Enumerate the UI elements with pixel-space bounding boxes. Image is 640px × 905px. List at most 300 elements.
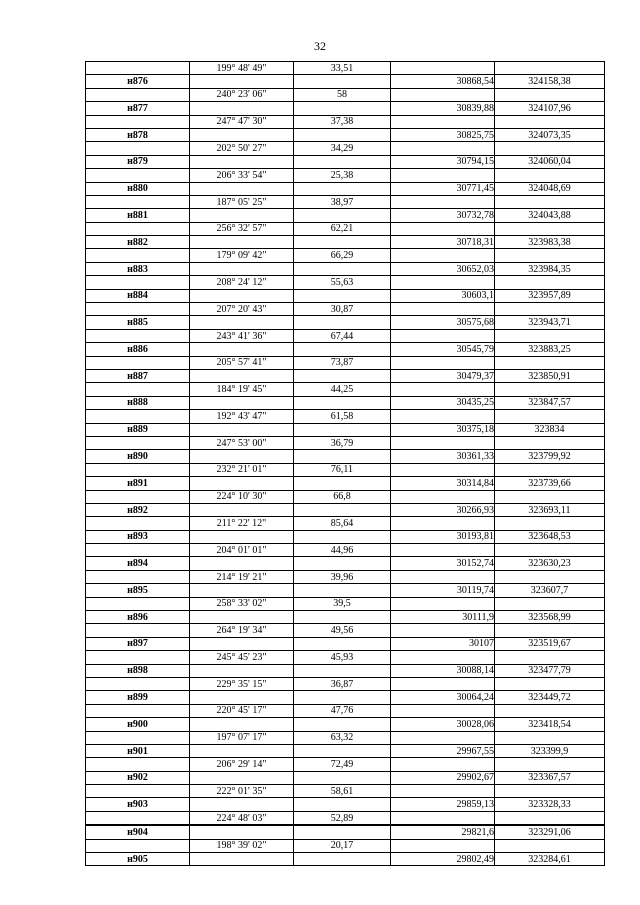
angle-cell: 179° 09' 42" bbox=[190, 249, 294, 262]
table-row-point bbox=[86, 798, 605, 811]
x-coordinate-cell: 30771,45 bbox=[391, 182, 495, 195]
distance-cell: 39,5 bbox=[294, 597, 391, 610]
coordinates-table bbox=[85, 61, 605, 866]
page-number: 32 bbox=[314, 39, 326, 53]
point-cell bbox=[86, 544, 190, 557]
distance-cell bbox=[294, 128, 391, 141]
x-coordinate-cell: 30028,06 bbox=[391, 718, 495, 731]
distance-cell: 67,44 bbox=[294, 329, 391, 342]
table-row-point bbox=[86, 691, 605, 704]
point-cell: н882 bbox=[86, 236, 190, 249]
x-coordinate-cell: 30868,54 bbox=[391, 75, 495, 88]
y-coordinate-cell bbox=[495, 142, 605, 155]
angle-cell bbox=[190, 718, 294, 731]
distance-cell bbox=[294, 771, 391, 784]
y-coordinate-cell: 323399,9 bbox=[495, 744, 605, 757]
point-cell: н893 bbox=[86, 530, 190, 543]
distance-cell: 66,8 bbox=[294, 490, 391, 503]
angle-cell bbox=[190, 503, 294, 516]
table-row-segment bbox=[86, 731, 605, 744]
table-row-point bbox=[86, 316, 605, 329]
x-coordinate-cell bbox=[391, 356, 495, 369]
point-cell bbox=[86, 463, 190, 476]
point-cell: н886 bbox=[86, 343, 190, 356]
point-cell bbox=[86, 115, 190, 128]
x-coordinate-cell: 29967,55 bbox=[391, 744, 495, 757]
distance-cell bbox=[294, 691, 391, 704]
angle-cell: 256° 32' 57" bbox=[190, 222, 294, 235]
point-cell bbox=[86, 383, 190, 396]
point-cell bbox=[86, 731, 190, 744]
x-coordinate-cell bbox=[391, 276, 495, 289]
distance-cell: 52,89 bbox=[294, 811, 391, 825]
distance-cell: 55,63 bbox=[294, 276, 391, 289]
angle-cell: 192° 43' 47" bbox=[190, 410, 294, 423]
distance-cell bbox=[294, 316, 391, 329]
y-coordinate-cell bbox=[495, 329, 605, 342]
table-row-point bbox=[86, 423, 605, 436]
table-row-point bbox=[86, 236, 605, 249]
y-coordinate-cell: 323568,99 bbox=[495, 611, 605, 624]
distance-cell: 62,21 bbox=[294, 222, 391, 235]
y-coordinate-cell: 323607,7 bbox=[495, 584, 605, 597]
x-coordinate-cell bbox=[391, 249, 495, 262]
y-coordinate-cell bbox=[495, 115, 605, 128]
angle-cell bbox=[190, 182, 294, 195]
x-coordinate-cell bbox=[391, 142, 495, 155]
coordinates-table-body bbox=[86, 62, 605, 866]
y-coordinate-cell bbox=[495, 758, 605, 771]
point-cell bbox=[86, 436, 190, 449]
x-coordinate-cell: 30575,68 bbox=[391, 316, 495, 329]
table-row-segment bbox=[86, 329, 605, 342]
distance-cell bbox=[294, 343, 391, 356]
distance-cell bbox=[294, 664, 391, 677]
angle-cell: 206° 33' 54" bbox=[190, 169, 294, 182]
x-coordinate-cell bbox=[391, 463, 495, 476]
x-coordinate-cell: 30361,33 bbox=[391, 450, 495, 463]
x-coordinate-cell: 29802,49 bbox=[391, 853, 495, 866]
y-coordinate-cell bbox=[495, 195, 605, 208]
distance-cell bbox=[294, 182, 391, 195]
y-coordinate-cell bbox=[495, 222, 605, 235]
angle-cell bbox=[190, 369, 294, 382]
point-cell: н903 bbox=[86, 798, 190, 811]
distance-cell bbox=[294, 396, 391, 409]
distance-cell bbox=[294, 825, 391, 839]
y-coordinate-cell bbox=[495, 677, 605, 690]
point-cell bbox=[86, 222, 190, 235]
x-coordinate-cell: 29902,67 bbox=[391, 771, 495, 784]
y-coordinate-cell: 323477,79 bbox=[495, 664, 605, 677]
table-row-point bbox=[86, 102, 605, 115]
point-cell: н885 bbox=[86, 316, 190, 329]
distance-cell bbox=[294, 289, 391, 302]
y-coordinate-cell bbox=[495, 383, 605, 396]
angle-cell: 214° 19' 21" bbox=[190, 570, 294, 583]
distance-cell: 85,64 bbox=[294, 517, 391, 530]
angle-cell: 232° 21' 01" bbox=[190, 463, 294, 476]
distance-cell: 36,87 bbox=[294, 677, 391, 690]
table-row-point bbox=[86, 637, 605, 650]
y-coordinate-cell: 324043,88 bbox=[495, 209, 605, 222]
angle-cell: 224° 48' 03" bbox=[190, 811, 294, 825]
table-row-segment bbox=[86, 142, 605, 155]
y-coordinate-cell: 323630,23 bbox=[495, 557, 605, 570]
distance-cell bbox=[294, 236, 391, 249]
distance-cell bbox=[294, 744, 391, 757]
x-coordinate-cell bbox=[391, 436, 495, 449]
x-coordinate-cell: 30652,03 bbox=[391, 262, 495, 275]
distance-cell bbox=[294, 262, 391, 275]
x-coordinate-cell bbox=[391, 115, 495, 128]
y-coordinate-cell bbox=[495, 624, 605, 637]
x-coordinate-cell bbox=[391, 785, 495, 798]
x-coordinate-cell bbox=[391, 839, 495, 852]
distance-cell: 63,32 bbox=[294, 731, 391, 744]
angle-cell: 204° 01' 01" bbox=[190, 544, 294, 557]
distance-cell: 73,87 bbox=[294, 356, 391, 369]
y-coordinate-cell: 323957,89 bbox=[495, 289, 605, 302]
angle-cell: 240° 23' 06" bbox=[190, 88, 294, 101]
table-row-point bbox=[86, 155, 605, 168]
x-coordinate-cell: 30314,84 bbox=[391, 477, 495, 490]
angle-cell: 229° 35' 15" bbox=[190, 677, 294, 690]
table-row-point bbox=[86, 262, 605, 275]
y-coordinate-cell: 324107,96 bbox=[495, 102, 605, 115]
angle-cell: 222° 01' 35" bbox=[190, 785, 294, 798]
point-cell: н884 bbox=[86, 289, 190, 302]
angle-cell bbox=[190, 289, 294, 302]
point-cell: н892 bbox=[86, 503, 190, 516]
x-coordinate-cell bbox=[391, 731, 495, 744]
x-coordinate-cell bbox=[391, 88, 495, 101]
x-coordinate-cell bbox=[391, 329, 495, 342]
x-coordinate-cell: 30111,9 bbox=[391, 611, 495, 624]
y-coordinate-cell: 323418,54 bbox=[495, 718, 605, 731]
y-coordinate-cell bbox=[495, 276, 605, 289]
distance-cell: 58 bbox=[294, 88, 391, 101]
distance-cell bbox=[294, 530, 391, 543]
table-row-segment bbox=[86, 383, 605, 396]
distance-cell bbox=[294, 369, 391, 382]
point-cell: н877 bbox=[86, 102, 190, 115]
x-coordinate-cell: 30107 bbox=[391, 637, 495, 650]
y-coordinate-cell bbox=[495, 785, 605, 798]
distance-cell: 36,79 bbox=[294, 436, 391, 449]
angle-cell bbox=[190, 396, 294, 409]
point-cell: н878 bbox=[86, 128, 190, 141]
point-cell bbox=[86, 490, 190, 503]
point-cell bbox=[86, 624, 190, 637]
table-row-segment bbox=[86, 356, 605, 369]
x-coordinate-cell: 30718,31 bbox=[391, 236, 495, 249]
x-coordinate-cell bbox=[391, 195, 495, 208]
x-coordinate-cell bbox=[391, 570, 495, 583]
y-coordinate-cell bbox=[495, 704, 605, 717]
distance-cell: 44,96 bbox=[294, 544, 391, 557]
distance-cell: 33,51 bbox=[294, 62, 391, 75]
point-cell: н883 bbox=[86, 262, 190, 275]
distance-cell bbox=[294, 853, 391, 866]
point-cell bbox=[86, 276, 190, 289]
angle-cell: 247° 53' 00" bbox=[190, 436, 294, 449]
point-cell: н889 bbox=[86, 423, 190, 436]
y-coordinate-cell bbox=[495, 517, 605, 530]
point-cell bbox=[86, 785, 190, 798]
table-row-segment bbox=[86, 195, 605, 208]
point-cell: н894 bbox=[86, 557, 190, 570]
point-cell: н879 bbox=[86, 155, 190, 168]
x-coordinate-cell: 30435,25 bbox=[391, 396, 495, 409]
distance-cell bbox=[294, 557, 391, 570]
point-cell: н905 bbox=[86, 853, 190, 866]
angle-cell bbox=[190, 209, 294, 222]
table-row-point bbox=[86, 128, 605, 141]
y-coordinate-cell bbox=[495, 356, 605, 369]
x-coordinate-cell bbox=[391, 624, 495, 637]
y-coordinate-cell bbox=[495, 303, 605, 316]
angle-cell bbox=[190, 477, 294, 490]
point-cell: н902 bbox=[86, 771, 190, 784]
table-row-point bbox=[86, 557, 605, 570]
y-coordinate-cell bbox=[495, 463, 605, 476]
point-cell: н876 bbox=[86, 75, 190, 88]
distance-cell bbox=[294, 718, 391, 731]
point-cell: н897 bbox=[86, 637, 190, 650]
distance-cell: 66,29 bbox=[294, 249, 391, 262]
angle-cell bbox=[190, 423, 294, 436]
distance-cell bbox=[294, 584, 391, 597]
y-coordinate-cell: 323847,57 bbox=[495, 396, 605, 409]
angle-cell bbox=[190, 798, 294, 811]
table-row-point bbox=[86, 289, 605, 302]
point-cell bbox=[86, 651, 190, 664]
table-row-point bbox=[86, 209, 605, 222]
distance-cell bbox=[294, 155, 391, 168]
y-coordinate-cell: 323693,11 bbox=[495, 503, 605, 516]
x-coordinate-cell: 30839,88 bbox=[391, 102, 495, 115]
angle-cell bbox=[190, 155, 294, 168]
angle-cell: 205° 57' 41" bbox=[190, 356, 294, 369]
x-coordinate-cell: 29859,13 bbox=[391, 798, 495, 811]
table-row-segment bbox=[86, 88, 605, 101]
y-coordinate-cell bbox=[495, 570, 605, 583]
distance-cell bbox=[294, 102, 391, 115]
table-row-point bbox=[86, 369, 605, 382]
y-coordinate-cell: 323799,92 bbox=[495, 450, 605, 463]
table-row-segment bbox=[86, 517, 605, 530]
distance-cell: 39,96 bbox=[294, 570, 391, 583]
table-row-segment bbox=[86, 249, 605, 262]
point-cell: н898 bbox=[86, 664, 190, 677]
point-cell bbox=[86, 88, 190, 101]
y-coordinate-cell bbox=[495, 839, 605, 852]
x-coordinate-cell bbox=[391, 303, 495, 316]
distance-cell: 34,29 bbox=[294, 142, 391, 155]
distance-cell: 47,76 bbox=[294, 704, 391, 717]
y-coordinate-cell: 323850,91 bbox=[495, 369, 605, 382]
y-coordinate-cell: 323648,53 bbox=[495, 530, 605, 543]
distance-cell bbox=[294, 503, 391, 516]
distance-cell bbox=[294, 637, 391, 650]
point-cell: н900 bbox=[86, 718, 190, 731]
table-row-point bbox=[86, 477, 605, 490]
x-coordinate-cell bbox=[391, 677, 495, 690]
table-row-point bbox=[86, 182, 605, 195]
table-row-segment bbox=[86, 624, 605, 637]
x-coordinate-cell: 30732,78 bbox=[391, 209, 495, 222]
distance-cell bbox=[294, 450, 391, 463]
point-cell: н887 bbox=[86, 369, 190, 382]
angle-cell: 243° 41' 36" bbox=[190, 329, 294, 342]
y-coordinate-cell: 324048,69 bbox=[495, 182, 605, 195]
x-coordinate-cell bbox=[391, 544, 495, 557]
angle-cell bbox=[190, 664, 294, 677]
table-row-segment bbox=[86, 544, 605, 557]
table-row-segment bbox=[86, 169, 605, 182]
angle-cell: 264° 19' 34" bbox=[190, 624, 294, 637]
distance-cell: 72,49 bbox=[294, 758, 391, 771]
angle-cell bbox=[190, 530, 294, 543]
x-coordinate-cell: 30545,79 bbox=[391, 343, 495, 356]
table-row-segment bbox=[86, 436, 605, 449]
distance-cell bbox=[294, 423, 391, 436]
x-coordinate-cell bbox=[391, 383, 495, 396]
angle-cell bbox=[190, 825, 294, 839]
angle-cell: 198° 39' 02" bbox=[190, 839, 294, 852]
angle-cell bbox=[190, 102, 294, 115]
distance-cell: 30,87 bbox=[294, 303, 391, 316]
y-coordinate-cell: 323943,71 bbox=[495, 316, 605, 329]
table-row-point bbox=[86, 611, 605, 624]
table-row-segment bbox=[86, 704, 605, 717]
x-coordinate-cell bbox=[391, 490, 495, 503]
angle-cell: 245° 45' 23" bbox=[190, 651, 294, 664]
table-row-segment bbox=[86, 490, 605, 503]
angle-cell: 206° 29' 14" bbox=[190, 758, 294, 771]
angle-cell bbox=[190, 691, 294, 704]
distance-cell: 25,38 bbox=[294, 169, 391, 182]
point-cell: н895 bbox=[86, 584, 190, 597]
table-row-point bbox=[86, 664, 605, 677]
x-coordinate-cell bbox=[391, 222, 495, 235]
point-cell bbox=[86, 169, 190, 182]
y-coordinate-cell: 323328,33 bbox=[495, 798, 605, 811]
point-cell bbox=[86, 142, 190, 155]
point-cell bbox=[86, 329, 190, 342]
distance-cell bbox=[294, 477, 391, 490]
x-coordinate-cell: 30794,15 bbox=[391, 155, 495, 168]
table-row-point bbox=[86, 744, 605, 757]
point-cell bbox=[86, 410, 190, 423]
point-cell: н880 bbox=[86, 182, 190, 195]
table-row-segment bbox=[86, 276, 605, 289]
angle-cell: 197° 07' 17" bbox=[190, 731, 294, 744]
angle-cell bbox=[190, 584, 294, 597]
distance-cell: 38,97 bbox=[294, 195, 391, 208]
point-cell bbox=[86, 758, 190, 771]
y-coordinate-cell: 323284,61 bbox=[495, 853, 605, 866]
angle-cell bbox=[190, 450, 294, 463]
x-coordinate-cell: 30119,74 bbox=[391, 584, 495, 597]
x-coordinate-cell bbox=[391, 597, 495, 610]
y-coordinate-cell bbox=[495, 88, 605, 101]
y-coordinate-cell: 323367,57 bbox=[495, 771, 605, 784]
table-row-point bbox=[86, 771, 605, 784]
x-coordinate-cell bbox=[391, 169, 495, 182]
table-row-segment bbox=[86, 677, 605, 690]
x-coordinate-cell bbox=[391, 517, 495, 530]
angle-cell: 220° 45' 17" bbox=[190, 704, 294, 717]
table-row-segment bbox=[86, 570, 605, 583]
angle-cell: 208° 24' 12" bbox=[190, 276, 294, 289]
y-coordinate-cell: 323983,38 bbox=[495, 236, 605, 249]
angle-cell bbox=[190, 128, 294, 141]
distance-cell: 58,61 bbox=[294, 785, 391, 798]
table-row-point bbox=[86, 503, 605, 516]
table-row-segment bbox=[86, 758, 605, 771]
table-row-segment bbox=[86, 62, 605, 75]
x-coordinate-cell: 30825,75 bbox=[391, 128, 495, 141]
y-coordinate-cell bbox=[495, 544, 605, 557]
x-coordinate-cell: 30603,1 bbox=[391, 289, 495, 302]
table-row-segment bbox=[86, 410, 605, 423]
y-coordinate-cell: 324073,35 bbox=[495, 128, 605, 141]
angle-cell bbox=[190, 316, 294, 329]
distance-cell bbox=[294, 611, 391, 624]
y-coordinate-cell: 323834 bbox=[495, 423, 605, 436]
point-cell: н888 bbox=[86, 396, 190, 409]
table-row-segment bbox=[86, 303, 605, 316]
point-cell: н890 bbox=[86, 450, 190, 463]
angle-cell: 224° 10' 30" bbox=[190, 490, 294, 503]
table-row-point bbox=[86, 853, 605, 866]
angle-cell: 202° 50' 27" bbox=[190, 142, 294, 155]
point-cell bbox=[86, 303, 190, 316]
x-coordinate-cell bbox=[391, 704, 495, 717]
x-coordinate-cell bbox=[391, 62, 495, 75]
x-coordinate-cell: 30064,24 bbox=[391, 691, 495, 704]
point-cell: н904 bbox=[86, 825, 190, 839]
y-coordinate-cell bbox=[495, 597, 605, 610]
table-row-point bbox=[86, 75, 605, 88]
y-coordinate-cell bbox=[495, 490, 605, 503]
angle-cell bbox=[190, 611, 294, 624]
y-coordinate-cell bbox=[495, 62, 605, 75]
point-cell bbox=[86, 839, 190, 852]
angle-cell bbox=[190, 236, 294, 249]
y-coordinate-cell: 323291,06 bbox=[495, 825, 605, 839]
y-coordinate-cell: 323449,72 bbox=[495, 691, 605, 704]
distance-cell: 49,56 bbox=[294, 624, 391, 637]
table-row-segment bbox=[86, 651, 605, 664]
angle-cell bbox=[190, 637, 294, 650]
y-coordinate-cell bbox=[495, 249, 605, 262]
table-row-point bbox=[86, 530, 605, 543]
x-coordinate-cell: 30266,93 bbox=[391, 503, 495, 516]
distance-cell: 61,58 bbox=[294, 410, 391, 423]
angle-cell: 207° 20' 43" bbox=[190, 303, 294, 316]
x-coordinate-cell: 30479,37 bbox=[391, 369, 495, 382]
point-cell bbox=[86, 195, 190, 208]
point-cell bbox=[86, 249, 190, 262]
point-cell: н881 bbox=[86, 209, 190, 222]
angle-cell bbox=[190, 262, 294, 275]
point-cell: н896 bbox=[86, 611, 190, 624]
distance-cell: 45,93 bbox=[294, 651, 391, 664]
x-coordinate-cell: 30152,74 bbox=[391, 557, 495, 570]
